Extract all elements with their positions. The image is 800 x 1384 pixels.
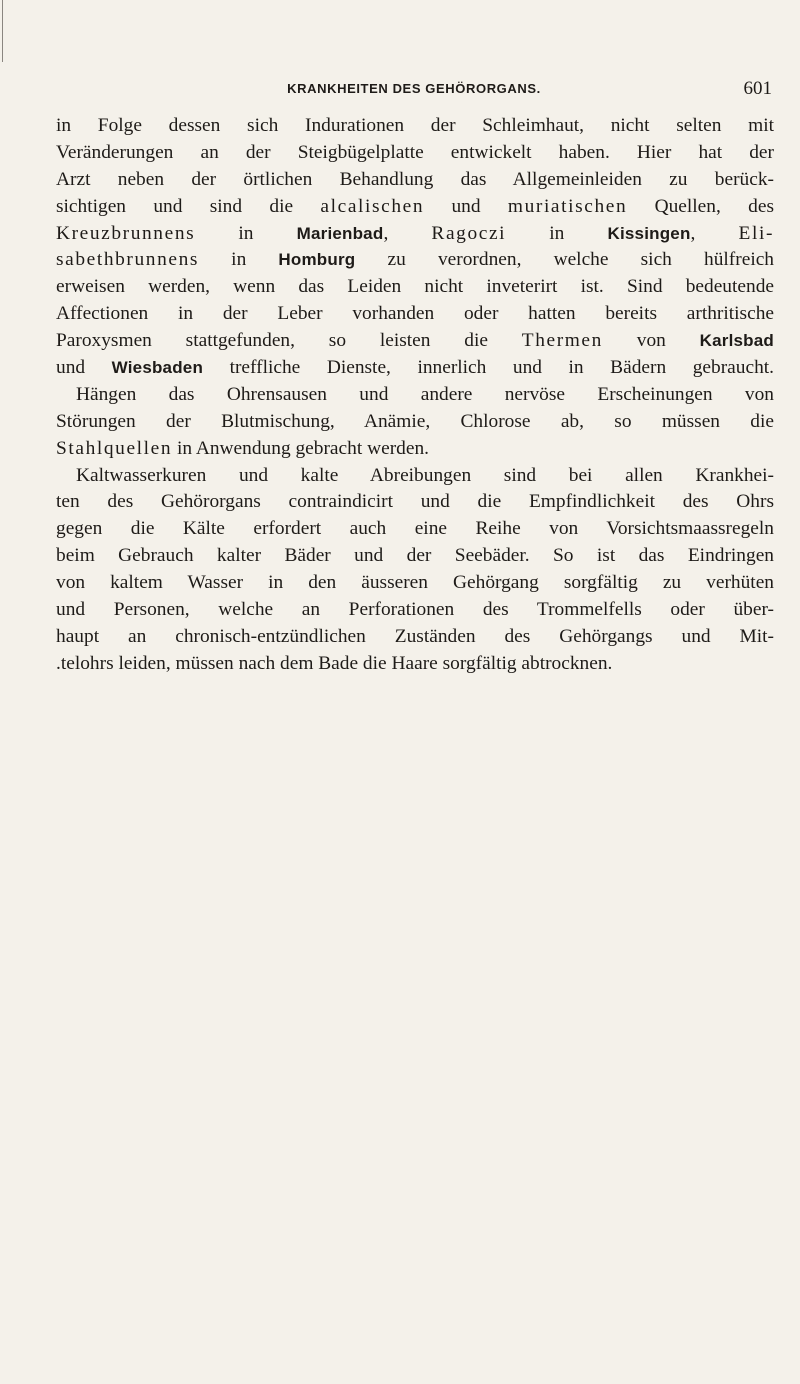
spaced-term: sabethbrunnens	[56, 249, 200, 271]
spaced-term: Stahlquellen	[56, 437, 173, 459]
running-head-title: KRANKHEITEN DES GEHÖRORGANS.	[287, 81, 541, 96]
spaced-term: Eli-	[738, 222, 775, 244]
text-line: haupt an chronisch-entzündlichen Zuständen des Gehörgangs und Mit-	[56, 625, 774, 647]
scan-edge-line	[2, 0, 3, 62]
text-line: ten des Gehörorgans contraindicirt und die Empfindlichkeit des Ohrs	[56, 491, 774, 513]
text-line: .telohrs leiden, müssen nach dem Bade die Haare sorgfältig abtrocknen.	[56, 652, 613, 674]
place-name: Karlsbad	[699, 331, 775, 351]
text-line: Paroxysmen stattgefunden, so leisten die Thermen von Karlsbad	[56, 330, 775, 352]
text-line: beim Gebrauch kalter Bäder und der Seebäder. So ist das Eindringen	[56, 545, 774, 567]
spaced-term: muriatischen	[507, 195, 628, 217]
text-line: und Personen, welche an Perforationen des Trommelfells oder über-	[56, 599, 774, 621]
text-line: und Wiesbaden treffliche Dienste, innerlich und in Bädern gebraucht.	[56, 357, 774, 379]
text-line: Kaltwasserkuren und kalte Abreibungen sind bei allen Krankhei-	[76, 464, 774, 486]
text-line: Veränderungen an der Steigbügelplatte entwickelt haben. Hier hat der	[56, 141, 774, 163]
text-line: Störungen der Blutmischung, Anämie, Chlorose ab, so müssen die	[56, 410, 774, 432]
spaced-term: Ragoczi	[431, 222, 507, 244]
place-name: Marienbad	[296, 223, 384, 243]
body-text	[56, 113, 774, 678]
text-line: sabethbrunnens in Homburg zu verordnen, welche sich hülfreich	[56, 249, 775, 271]
text-line: sichtigen und sind die alcalischen und muriatischen Quellen, des	[56, 195, 774, 217]
spaced-term: Kreuzbrunnens	[56, 222, 196, 244]
text-line: Kreuzbrunnens in Marienbad, Ragoczi in Kissingen, Eli-	[56, 222, 775, 244]
text-line: Stahlquellen in Anwendung gebracht werden.	[56, 437, 429, 459]
running-header	[56, 78, 772, 102]
place-name: Homburg	[278, 250, 356, 270]
spaced-term: alcalischen	[320, 195, 425, 217]
text-line: erweisen werden, wenn das Leiden nicht inveterirt ist. Sind bedeutende	[56, 276, 774, 298]
place-name: Wiesbaden	[111, 358, 204, 378]
text-line: Hängen das Ohrensausen und andere nervöse Erscheinungen von	[76, 383, 774, 405]
text-line: von kaltem Wasser in den äusseren Gehörgang sorgfältig zu verhüten	[56, 572, 774, 594]
place-name: Kissingen	[607, 223, 691, 243]
text-line: Arzt neben der örtlichen Behandlung das Allgemeinleiden zu berück-	[56, 168, 774, 190]
spaced-term: Thermen	[521, 330, 603, 352]
text-line: Affectionen in der Leber vorhanden oder hatten bereits arthritische	[56, 303, 774, 325]
text-line: in Folge dessen sich Indurationen der Schleimhaut, nicht selten mit	[56, 115, 774, 136]
page-number: 601	[743, 78, 772, 99]
text-line: gegen die Kälte erfordert auch eine Reihe von Vorsichtsmaassregeln	[56, 518, 774, 540]
